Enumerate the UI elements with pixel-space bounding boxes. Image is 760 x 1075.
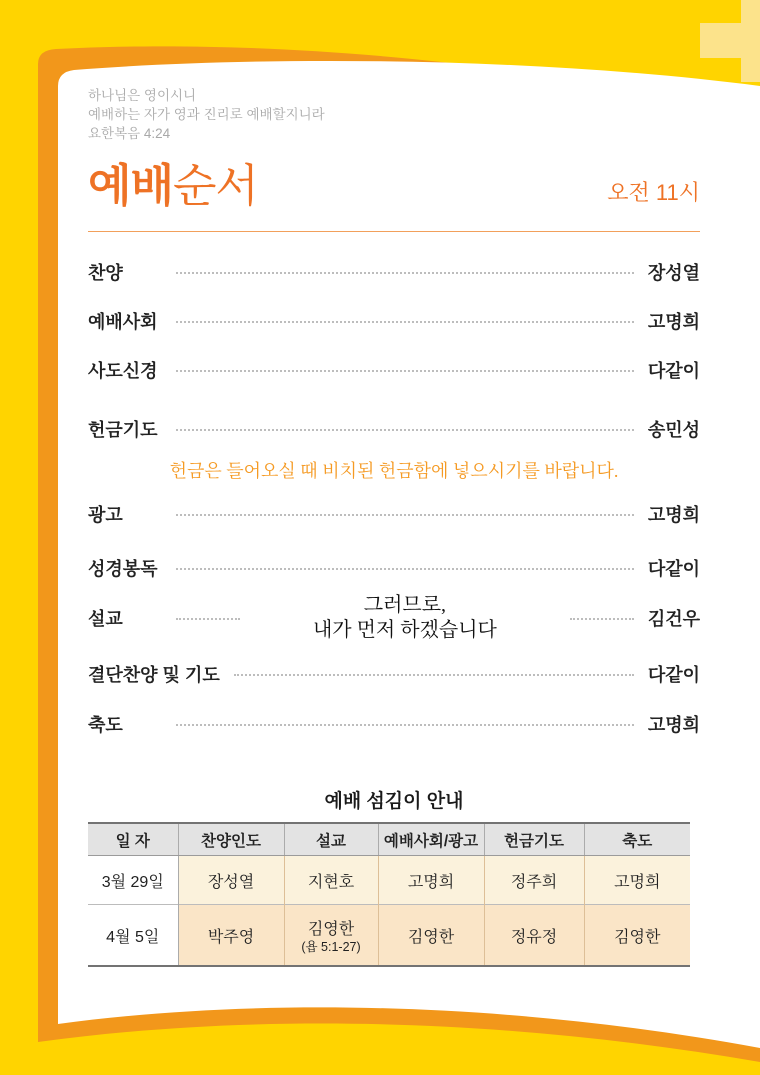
order-label: 광고: [88, 505, 123, 525]
cell-benediction: 김영한: [584, 905, 690, 967]
dotted-leader: [570, 618, 634, 620]
cell-sermon: [284, 905, 378, 967]
dotted-leader: [176, 724, 634, 726]
dotted-leader: [176, 618, 240, 620]
order-label: 찬양: [88, 263, 123, 283]
order-row-scripture-reading: [88, 555, 700, 581]
title-light: 순서: [172, 160, 258, 211]
order-row-announcements: [88, 501, 700, 527]
cell-praise: 장성열: [178, 856, 284, 905]
dotted-leader: [176, 272, 634, 274]
order-row-praise: [88, 259, 700, 285]
cell-benediction: 고명희: [584, 856, 690, 905]
table-header-date: 일 자: [88, 823, 178, 856]
table-header-sermon: 설교: [284, 823, 378, 856]
dotted-leader: [176, 429, 634, 431]
cell-sermon-note: (욥 5:1-27): [301, 940, 361, 954]
dotted-leader: [176, 568, 634, 570]
performer-name: 다같이: [647, 361, 700, 381]
cell-sermon: 지현호: [284, 856, 378, 905]
cell-praise: 박주영: [178, 905, 284, 967]
order-row-offering-prayer: [88, 416, 700, 442]
order-label: 사도신경: [88, 361, 158, 381]
performer-name: 고명희: [647, 505, 700, 525]
dotted-leader: [176, 321, 634, 323]
performer-name: 김건우: [647, 609, 700, 629]
order-label: 결단찬양 및 기도: [88, 665, 220, 685]
sermon-title-line2: 내가 먼저 하겠습니다: [312, 619, 497, 641]
dotted-leader: [176, 514, 634, 516]
bulletin-content: [88, 0, 700, 1075]
title-divider: [88, 231, 700, 232]
performer-name: 장성열: [647, 263, 700, 283]
order-row-commitment-hymn: [88, 661, 700, 687]
performer-name: 다같이: [647, 559, 700, 579]
table-header-mc: 예배사회/광고: [378, 823, 484, 856]
table-header-row: [88, 823, 690, 856]
cell-mc: 김영한: [378, 905, 484, 967]
table-header-offering: 헌금기도: [484, 823, 584, 856]
cell-sermon-name: 김영한: [307, 921, 355, 938]
cell-date: 4월 5일: [88, 905, 178, 967]
dotted-leader: [234, 674, 634, 676]
cell-mc: 고명희: [378, 856, 484, 905]
order-row-presiding: [88, 308, 700, 334]
cell-offering: 정주희: [484, 856, 584, 905]
service-time: 오전 11시: [607, 179, 700, 205]
order-row-creed: [88, 357, 700, 383]
performer-name: 고명희: [647, 312, 700, 332]
order-row-benediction: [88, 711, 700, 737]
scripture-verse: [88, 86, 325, 143]
order-label: 예배사회: [88, 312, 158, 332]
title-strong: 예배: [88, 160, 173, 211]
verse-reference: 요한복음 4:24: [88, 126, 171, 141]
sermon-title: [254, 593, 556, 643]
table-header-benediction: 축도: [584, 823, 690, 856]
dotted-leader: [176, 370, 634, 372]
cell-date: 3월 29일: [88, 856, 178, 905]
performer-name: 송민성: [647, 420, 700, 440]
performer-name: 다같이: [647, 665, 700, 685]
order-row-sermon: [88, 593, 700, 643]
verse-line: 하나님은 영이시니: [88, 88, 197, 103]
serving-table-title: 예배 섬김이 안내: [324, 791, 464, 812]
order-label: 헌금기도: [88, 420, 158, 440]
cell-offering: 정유정: [484, 905, 584, 967]
verse-line: 예배하는 자가 영과 진리로 예배할지니라: [88, 107, 325, 122]
sermon-title-line1: 그러므로,: [363, 594, 447, 616]
order-label: 설교: [88, 609, 123, 629]
performer-name: 고명희: [647, 715, 700, 735]
order-label: 축도: [88, 715, 123, 735]
page-title-row: [88, 162, 700, 211]
table-row: [88, 905, 690, 967]
order-label: 성경봉독: [88, 559, 158, 579]
page-title: [88, 162, 258, 211]
offering-notice: 헌금은 들어오실 때 비치된 헌금함에 넣으시기를 바랍니다.: [169, 461, 619, 481]
table-row: [88, 856, 690, 905]
serving-table: [88, 822, 690, 967]
table-header-praise: 찬양인도: [178, 823, 284, 856]
